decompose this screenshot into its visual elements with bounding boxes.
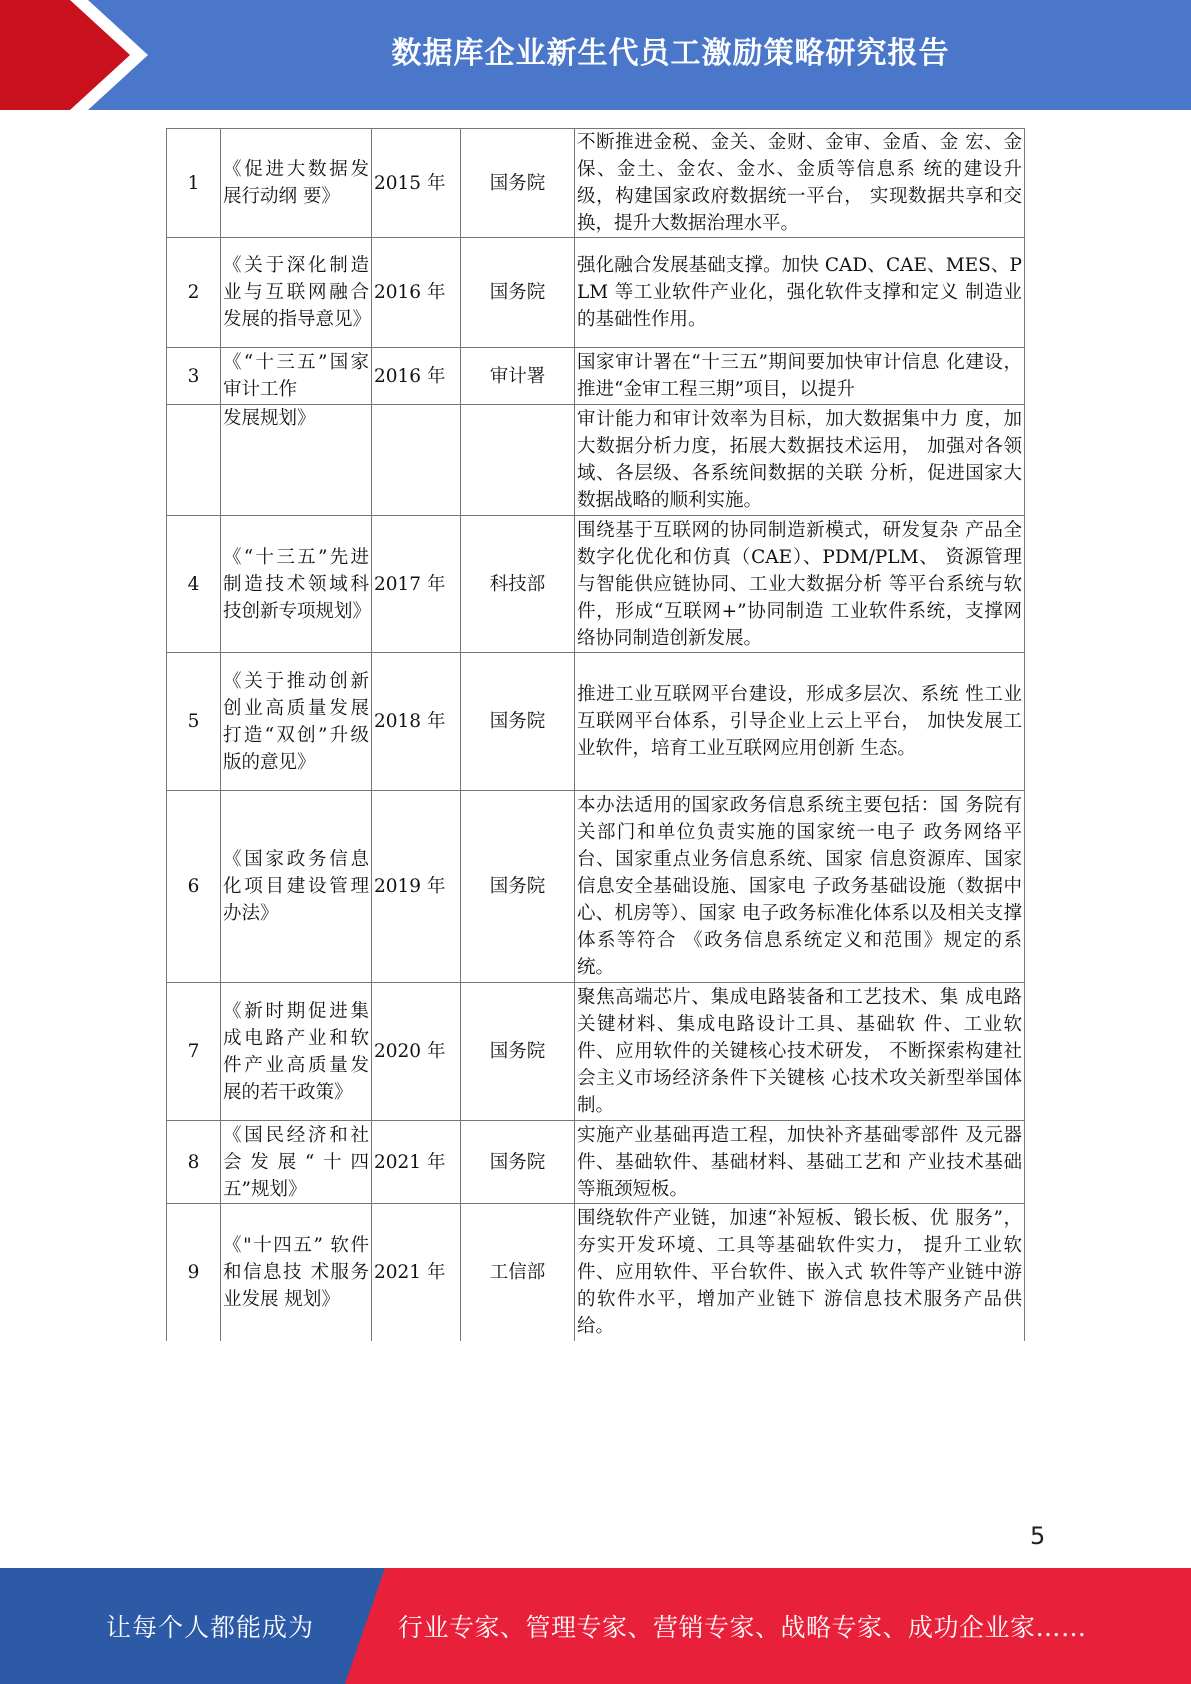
policy-year: 2016 年 xyxy=(372,348,461,405)
policy-content: 围绕软件产业链，加速“补短板、锻长板、优 服务”，夯实开发环境、工具等基础软件实力， 提升工业软件、应用软件、平台软件、嵌入式 软件等产业链中游的软件水平，增加产业链下 游信息技术服务产品供给。 xyxy=(575,1204,1025,1341)
policy-title: 《国家政务信息化项目建设管理办法》 xyxy=(221,791,372,983)
policy-title: 《新时期促进集成电路产业和软件产业高质量发展的若干政策》 xyxy=(221,983,372,1121)
policy-year xyxy=(372,405,461,516)
issuing-org: 国务院 xyxy=(461,238,575,348)
row-number: 5 xyxy=(167,653,221,791)
policy-title: 《“十三五”先进制造技术领域科技创新专项规划》 xyxy=(221,516,372,653)
policy-year: 2015 年 xyxy=(372,129,461,238)
table-row xyxy=(167,129,1025,238)
policy-content: 国家审计署在“十三五”期间要加快审计信息 化建设，推进“金审工程三期”项目，以提升 xyxy=(575,348,1025,405)
policy-content: 聚焦高端芯片、集成电路装备和工艺技术、集 成电路关键材料、集成电路设计工具、基础软 件、工业软件、应用软件的关键核心技术研发， 不断探索构建社会主义市场经济条件下关键核 心技术攻关新型举国体制。 xyxy=(575,983,1025,1121)
issuing-org: 科技部 xyxy=(461,516,575,653)
row-number xyxy=(167,405,221,516)
policy-title: 《促进大数据发展行动纲 要》 xyxy=(221,129,372,238)
table-row xyxy=(167,1121,1025,1204)
policy-year: 2019 年 xyxy=(372,791,461,983)
footer-band xyxy=(0,1568,1191,1684)
policy-table xyxy=(166,128,1025,1341)
policy-year: 2018 年 xyxy=(372,653,461,791)
table-row xyxy=(167,1204,1025,1341)
policy-title: 《关于深化制造业与互联网融合发展的指导意见》 xyxy=(221,238,372,348)
row-number: 1 xyxy=(167,129,221,238)
policy-title: 《“十三五”国家审计工作 xyxy=(221,348,372,405)
policy-title: 《"十四五” 软件和信息技 术服务业发展 规划》 xyxy=(221,1204,372,1341)
table-row xyxy=(167,983,1025,1121)
policy-year: 2021 年 xyxy=(372,1204,461,1341)
issuing-org: 审计署 xyxy=(461,348,575,405)
row-number: 9 xyxy=(167,1204,221,1341)
issuing-org: 工信部 xyxy=(461,1204,575,1341)
policy-year: 2017 年 xyxy=(372,516,461,653)
policy-year: 2021 年 xyxy=(372,1121,461,1204)
footer-slogan-left: 让每个人都能成为 xyxy=(105,1613,314,1642)
policy-content: 围绕基于互联网的协同制造新模式，研发复杂 产品全数字化优化和仿真（CAE）、PDM/PLM、 资源管理与智能供应链协同、工业大数据分析 等平台系统与软件，形成“互联网+”协同制造 工业软件系统，支撑网络协同制造创新发展。 xyxy=(575,516,1025,653)
table-row xyxy=(167,238,1025,348)
row-number: 7 xyxy=(167,983,221,1121)
policy-year: 2016 年 xyxy=(372,238,461,348)
table-row xyxy=(167,653,1025,791)
table-row xyxy=(167,405,1025,516)
issuing-org: 国务院 xyxy=(461,791,575,983)
row-number: 2 xyxy=(167,238,221,348)
footer-slogan-right: 行业专家、管理专家、营销专家、战略专家、成功企业家…… xyxy=(398,1613,1087,1642)
policy-year: 2020 年 xyxy=(372,983,461,1121)
table-row xyxy=(167,791,1025,983)
policy-content: 实施产业基础再造工程，加快补齐基础零部件 及元器件、基础软件、基础材料、基础工艺和 产业技术基础等瓶颈短板。 xyxy=(575,1121,1025,1204)
row-number: 6 xyxy=(167,791,221,983)
issuing-org: 国务院 xyxy=(461,1121,575,1204)
policy-content: 审计能力和审计效率为目标，加大数据集中力 度，加大数据分析力度，拓展大数据技术运用， 加强对各领域、各层级、各系统间数据的关联 分析，促进国家大数据战略的顺利实施。 xyxy=(575,405,1025,516)
policy-content: 本办法适用的国家政务信息系统主要包括：国 务院有关部门和单位负责实施的国家统一电子 政务网络平台、国家重点业务信息系统、国家 信息资源库、国家信息安全基础设施、国家电 子政务基础设施（数据中心、机房等）、国家 电子政务标准化体系以及相关支撑体系等符合 《政务信息系统定义和范围》规定的系统。 xyxy=(575,791,1025,983)
policy-title: 发展规划》 xyxy=(221,405,372,516)
table-row xyxy=(167,516,1025,653)
policy-title: 《关于推动创新创业高质量发展打造“双创”升级版的意见》 xyxy=(221,653,372,791)
header-band xyxy=(0,0,1191,110)
row-number: 3 xyxy=(167,348,221,405)
issuing-org: 国务院 xyxy=(461,129,575,238)
issuing-org: 国务院 xyxy=(461,983,575,1121)
table-row xyxy=(167,348,1025,405)
header-arrow-decoration xyxy=(0,0,160,110)
policy-content: 强化融合发展基础支撑。加快 CAD、CAE、MES、PLM 等工业软件产业化，强化软件支撑和定义 制造业的基础性作用。 xyxy=(575,238,1025,348)
row-number: 4 xyxy=(167,516,221,653)
issuing-org: 国务院 xyxy=(461,653,575,791)
policy-content: 推进工业互联网平台建设，形成多层次、系统 性工业互联网平台体系，引导企业上云上平台， 加快发展工业软件，培育工业互联网应用创新 生态。 xyxy=(575,653,1025,791)
document-title: 数据库企业新生代员工激励策略研究报告 xyxy=(391,36,950,71)
issuing-org xyxy=(461,405,575,516)
policy-title: 《国民经济和社会发展“十四五”规划》 xyxy=(221,1121,372,1204)
policy-content: 不断推进金税、金关、金财、金审、金盾、金 宏、金保、金土、金农、金水、金质等信息系 统的建设升级，构建国家政府数据统一平台， 实现数据共享和交换，提升大数据治理水平。 xyxy=(575,129,1025,238)
page-number: 5 xyxy=(1030,1522,1046,1550)
row-number: 8 xyxy=(167,1121,221,1204)
